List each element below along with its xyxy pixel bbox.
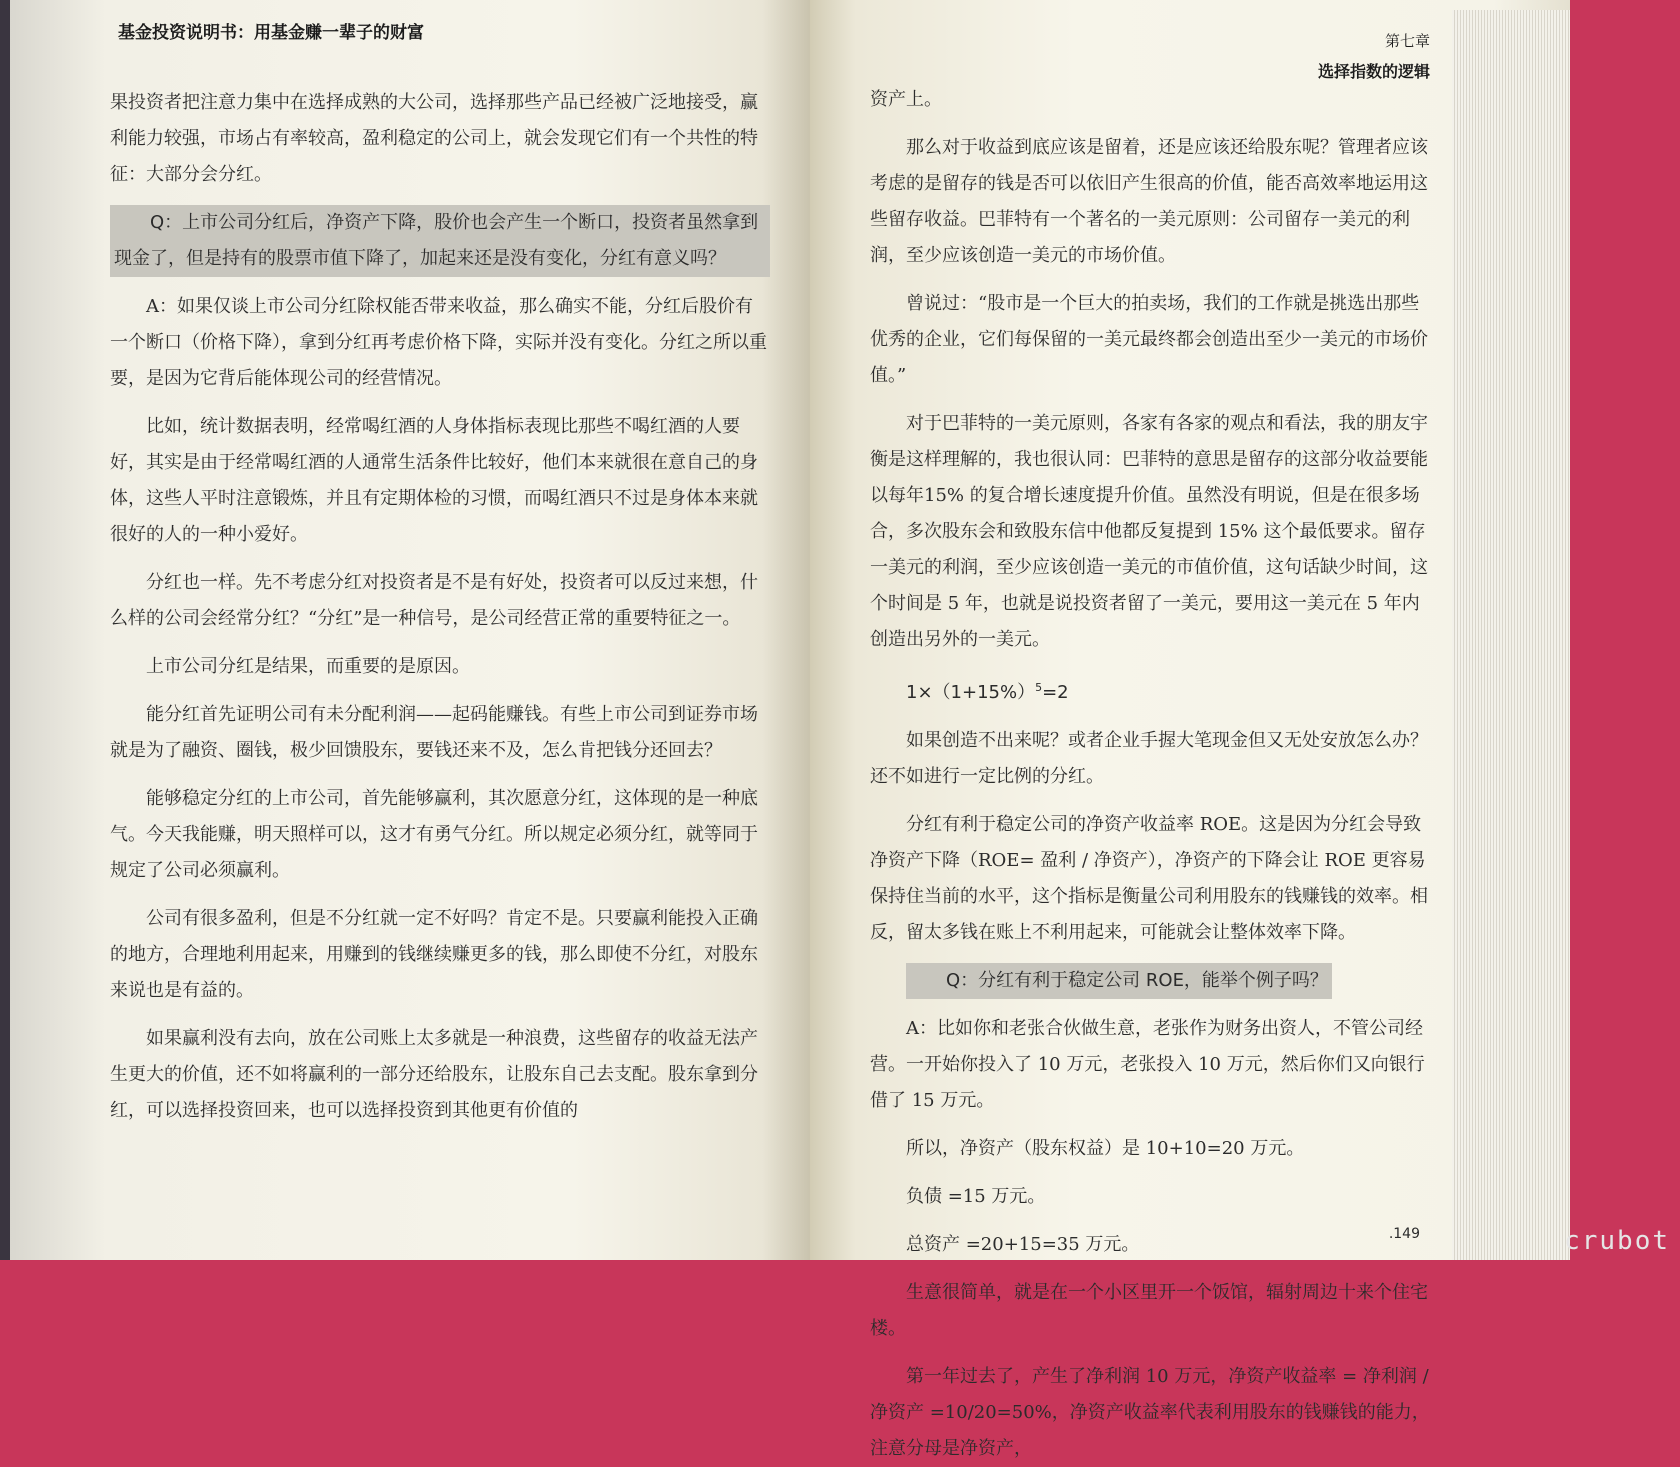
right-page	[810, 0, 1570, 1459]
right-paragraph: 曾说过：“股市是一个巨大的拍卖场，我们的工作就是挑选出那些优秀的企业，它们每保留的一美元最终都会创造出至少一美元的市场价值。”	[870, 293, 1428, 386]
left-running-head: 基金投资说明书：用基金赚一辈子的财富	[118, 23, 424, 43]
left-paragraph: 公司有很多盈利，但是不分红就一定不好吗？肯定不是。只要赢利能投入正确的地方，合理地利用起来，用赚到的钱继续赚更多的钱，那么即使不分红，对股东来说也是有益的。	[110, 908, 758, 1001]
left-paragraph: 比如，统计数据表明，经常喝红酒的人身体指标表现比那些不喝红酒的人要好，其实是由于经常喝红酒的人通常生活条件比较好，他们本来就很在意自己的身体，这些人平时注意锻炼，并且有定期体检的习惯，而喝红酒只不过是身体本来就很好的人的一种小爱好。	[110, 416, 758, 545]
left-paragraph: 果投资者把注意力集中在选择成熟的大公司，选择那些产品已经被广泛地接受，赢利能力较强，市场占有率较高，盈利稳定的公司上，就会发现它们有一个共性的特征：大部分会分红。	[110, 92, 758, 185]
left-paragraph: 如果赢利没有去向，放在公司账上太多就是一种浪费，这些留存的收益无法产生更大的价值，还不如将赢利的一部分还给股东，让股东自己去支配。股东拿到分红，可以选择投资回来，也可以选择投资到其他更有价值的	[110, 1028, 758, 1121]
right-running-head	[870, 30, 1430, 82]
right-paragraph: 第一年过去了，产生了净利润 10 万元，净资产收益率 = 净利润 / 净资产 =10/20=50%，净资产收益率代表利用股东的钱赚钱的能力，注意分母是净资产，	[870, 1366, 1430, 1459]
right-paragraph: 那么对于收益到底应该是留着，还是应该还给股东呢？管理者应该考虑的是留存的钱是否可以依旧产生很高的价值，能否高效率地运用这些留存收益。巴菲特有一个著名的一美元原则：公司留存一美元的利润，至少应该创造一美元的市场价值。	[870, 137, 1428, 266]
watermark: crubot	[1564, 1226, 1670, 1256]
right-answer: A：比如你和老张合伙做生意，老张作为财务出资人，不管公司经营。一开始你投入了 10 万元，老张投入 10 万元，然后你们又向银行借了 15 万元。	[870, 1018, 1425, 1111]
left-paragraph: 分红也一样。先不考虑分红对投资者是不是有好处，投资者可以反过来想，什么样的公司会经常分红？“分红”是一种信号，是公司经营正常的重要特征之一。	[110, 572, 758, 629]
right-paragraph: 分红有利于稳定公司的净资产收益率 ROE。这是因为分红会导致净资产下降（ROE= 盈利 / 净资产），净资产的下降会让 ROE 更容易保持住当前的水平，这个指标是衡量公司利用股东的钱赚钱的效率。相反，留太多钱在账上不利用起来，可能就会让整体效率下降。	[870, 814, 1428, 943]
growth-formula	[906, 670, 1430, 711]
chapter-number: 第七章	[1384, 32, 1430, 50]
right-question-highlight: Q：分红有利于稳定公司 ROE，能举个例子吗？	[906, 963, 1332, 999]
open-book	[10, 0, 1570, 1459]
page-stack-edge	[1452, 10, 1570, 1260]
right-paragraph: 负债 =15 万元。	[906, 1186, 1046, 1207]
chapter-title: 选择指数的逻辑	[1317, 62, 1430, 81]
left-paragraph: 上市公司分红是结果，而重要的是原因。	[146, 656, 470, 677]
formula-result: =2	[1042, 682, 1069, 703]
left-question-highlight: Q：上市公司分红后，净资产下降，股价也会产生一个断口，投资者虽然拿到现金了，但是持有的股票市值下降了，加起来还是没有变化，分红有意义吗？	[110, 205, 770, 277]
left-page	[10, 0, 810, 1260]
right-paragraph: 对于巴菲特的一美元原则，各家有各家的观点和看法，我的朋友宇衡是这样理解的，我也很认同：巴菲特的意思是留存的这部分收益要能以每年15% 的复合增长速度提升价值。虽然没有明说，但是在很多场合，多次股东会和致股东信中他都反复提到 15% 这个最低要求。留存一美元的利润，至少应该创造一美元的市值价值，这句话缺少时间，这个时间是 5 年，也就是说投资者留了一美元，要用这一美元在 5 年内创造出另外的一美元。	[870, 413, 1428, 650]
right-paragraph: 所以，净资产（股东权益）是 10+10=20 万元。	[906, 1138, 1305, 1159]
page-number: .149	[1388, 1226, 1420, 1242]
formula-base: 1×（1+15%）	[906, 682, 1036, 703]
right-paragraph: 资产上。	[870, 89, 942, 110]
left-paragraph: 能分红首先证明公司有未分配利润——起码能赚钱。有些上市公司到证券市场就是为了融资、圈钱，极少回馈股东，要钱还来不及，怎么肯把钱分还回去？	[110, 704, 758, 761]
right-paragraph: 总资产 =20+15=35 万元。	[906, 1234, 1140, 1255]
right-question	[870, 963, 1430, 999]
right-paragraph: 如果创造不出来呢？或者企业手握大笔现金但又无处安放怎么办？还不如进行一定比例的分红。	[870, 730, 1428, 787]
right-paragraph: 生意很简单，就是在一个小区里开一个饭馆，辐射周边十来个住宅楼。	[870, 1282, 1428, 1339]
left-answer: A：如果仅谈上市公司分红除权能否带来收益，那么确实不能，分红后股价有一个断口（价格下降），拿到分红再考虑价格下降，实际并没有变化。分红之所以重要，是因为它背后能体现公司的经营情况。	[110, 296, 767, 389]
left-paragraph: 能够稳定分红的上市公司，首先能够赢利，其次愿意分红，这体现的是一种底气。今天我能赚，明天照样可以，这才有勇气分红。所以规定必须分红，就等同于规定了公司必须赢利。	[110, 788, 758, 881]
formula-exponent: 5	[1035, 681, 1043, 694]
